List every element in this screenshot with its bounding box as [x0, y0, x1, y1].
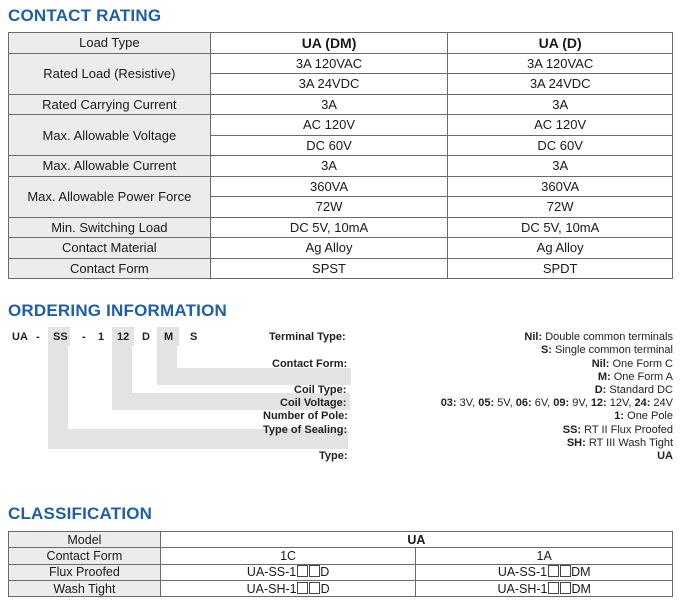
option-key: Nil:	[591, 358, 610, 370]
table-row	[9, 217, 673, 238]
option-text: 24V	[650, 397, 673, 409]
code-part-dash: -	[82, 331, 86, 343]
option-key: M:	[597, 371, 611, 383]
terminal-type-label: Terminal Type:	[269, 331, 346, 343]
table-row	[9, 238, 673, 259]
row-label-contact-form: Contact Form	[9, 258, 211, 279]
type-label: Type:	[319, 450, 348, 462]
type-of-sealing-option	[563, 424, 673, 436]
terminal-type-option	[524, 331, 673, 343]
row-label-min-switching: Min. Switching Load	[9, 217, 211, 238]
option-text: 9V,	[569, 397, 591, 409]
option-text: Standard DC	[606, 384, 673, 396]
option-text: 6V,	[531, 397, 554, 409]
coil-voltage-label: Coil Voltage:	[280, 397, 347, 409]
blank-box	[560, 582, 571, 594]
connector-bar	[157, 368, 351, 385]
row-label-rated-carrying-current: Rated Carrying Current	[9, 94, 211, 115]
blank-box	[297, 565, 308, 577]
option-key: 03:	[440, 397, 457, 409]
row-label-max-current: Max. Allowable Current	[9, 156, 211, 177]
option-key: 05:	[478, 397, 495, 409]
table-row	[9, 94, 673, 115]
option-key: SH:	[566, 437, 586, 449]
classification-table	[8, 531, 673, 597]
option-key: SS:	[562, 424, 582, 436]
table-row	[9, 580, 673, 596]
cell: Ag Alloy	[448, 238, 673, 259]
table-row	[9, 548, 673, 564]
option-key: 06:	[515, 397, 532, 409]
cell: AC 120V	[448, 115, 673, 136]
classification-title: CLASSIFICATION	[8, 504, 153, 523]
header-ua-dm: UA (DM)	[210, 33, 448, 54]
code-part-dash: -	[36, 331, 40, 343]
ordering-info-title: ORDERING INFORMATION	[8, 301, 228, 320]
row-label-contact-material: Contact Material	[9, 238, 211, 259]
model-value: UA	[160, 532, 672, 548]
cell: 1C	[160, 548, 416, 564]
code-part-contact-form: M	[164, 331, 174, 343]
number-of-pole-label: Number of Pole:	[263, 410, 348, 422]
option-text: RT II Flux Proofed	[581, 424, 673, 436]
cell: DC 5V, 10mA	[210, 217, 448, 238]
type-option	[657, 450, 673, 462]
model-code-suffix: DM	[571, 565, 591, 580]
option-text: 3V,	[456, 397, 479, 409]
cell	[416, 580, 673, 596]
cell: 3A 120VAC	[210, 53, 448, 74]
terminal-type-option	[541, 344, 673, 356]
row-label-max-power: Max. Allowable Power Force	[9, 176, 211, 217]
header-load-type: Load Type	[9, 33, 211, 54]
table-row	[9, 33, 673, 54]
table-row	[9, 258, 673, 279]
option-key: 12:	[590, 397, 607, 409]
model-code-prefix: UA-SS-1	[246, 565, 297, 580]
row-label-rated-load: Rated Load (Resistive)	[9, 53, 211, 94]
option-text: 12V,	[606, 397, 635, 409]
cell: 72W	[210, 197, 448, 218]
cell: 360VA	[210, 176, 448, 197]
model-code-prefix: UA-SH-1	[497, 581, 548, 596]
type-of-sealing-option	[567, 437, 673, 449]
cell: 3A 24VDC	[210, 74, 448, 95]
option-key: D:	[594, 384, 607, 396]
blank-box	[560, 565, 571, 577]
code-part-terminal: S	[190, 331, 198, 343]
option-key: Nil:	[524, 331, 543, 343]
option-text: One Form A	[610, 371, 673, 383]
option-text: Double common terminals	[542, 331, 673, 343]
cell: 360VA	[448, 176, 673, 197]
cell: DC 60V	[210, 135, 448, 156]
table-row	[9, 564, 673, 580]
table-row	[9, 156, 673, 177]
option-key: 09:	[553, 397, 570, 409]
model-code-suffix: D	[320, 581, 330, 596]
row-label-max-voltage: Max. Allowable Voltage	[9, 115, 211, 156]
table-row	[9, 176, 673, 197]
cell: 3A 120VAC	[448, 53, 673, 74]
cell: SPDT	[448, 258, 673, 279]
code-part-sealing: SS	[53, 331, 68, 343]
cell: DC 5V, 10mA	[448, 217, 673, 238]
code-part-voltage: 12	[117, 331, 130, 343]
cell: DC 60V	[448, 135, 673, 156]
cell: 1A	[416, 548, 673, 564]
number-of-pole-option	[614, 410, 673, 422]
cell	[160, 564, 416, 580]
cell: 3A	[210, 94, 448, 115]
contact-form-label: Contact Form:	[272, 358, 348, 370]
code-part-coil-type: D	[142, 331, 150, 343]
table-row	[9, 532, 673, 548]
cell	[160, 580, 416, 596]
model-code-suffix: DM	[571, 581, 591, 596]
row-label-flux-proofed: Flux Proofed	[9, 564, 161, 580]
option-text: One Form C	[609, 358, 673, 370]
cell: SPST	[210, 258, 448, 279]
model-code-prefix: UA-SS-1	[497, 565, 548, 580]
option-key: UA	[657, 450, 673, 462]
table-row	[9, 53, 673, 74]
option-text: Single common terminal	[551, 344, 673, 356]
cell	[416, 564, 673, 580]
blank-box	[297, 582, 308, 594]
blank-box	[309, 565, 320, 577]
model-code-suffix: D	[320, 565, 330, 580]
row-label-contact-form: Contact Form	[9, 548, 161, 564]
row-label-wash-tight: Wash Tight	[9, 580, 161, 596]
coil-type-label: Coil Type:	[294, 384, 347, 396]
cell: 3A	[210, 156, 448, 177]
cell: Ag Alloy	[210, 238, 448, 259]
contact-rating-title: CONTACT RATING	[8, 6, 162, 25]
cell: AC 120V	[210, 115, 448, 136]
option-key: 24:	[634, 397, 651, 409]
header-ua-d: UA (D)	[448, 33, 673, 54]
blank-box	[548, 565, 559, 577]
option-text: RT III Wash Tight	[585, 437, 673, 449]
contact-form-option	[598, 371, 673, 383]
table-row	[9, 115, 673, 136]
option-text: One Pole	[624, 410, 673, 422]
contact-form-option	[592, 358, 673, 370]
code-part-type: UA	[12, 331, 28, 343]
option-key: 1:	[614, 410, 625, 422]
contact-rating-table	[8, 32, 673, 279]
blank-box	[309, 582, 320, 594]
coil-voltage-option	[441, 397, 673, 409]
cell: 3A	[448, 156, 673, 177]
type-of-sealing-label: Type of Sealing:	[263, 424, 348, 436]
blank-box	[548, 582, 559, 594]
coil-type-option	[595, 384, 673, 396]
option-text: 5V,	[494, 397, 516, 409]
model-code-prefix: UA-SH-1	[246, 581, 297, 596]
code-part-pole: 1	[98, 331, 105, 343]
cell: 72W	[448, 197, 673, 218]
cell: 3A	[448, 94, 673, 115]
model-label: Model	[9, 532, 161, 548]
option-key: S:	[540, 344, 552, 356]
cell: 3A 24VDC	[448, 74, 673, 95]
